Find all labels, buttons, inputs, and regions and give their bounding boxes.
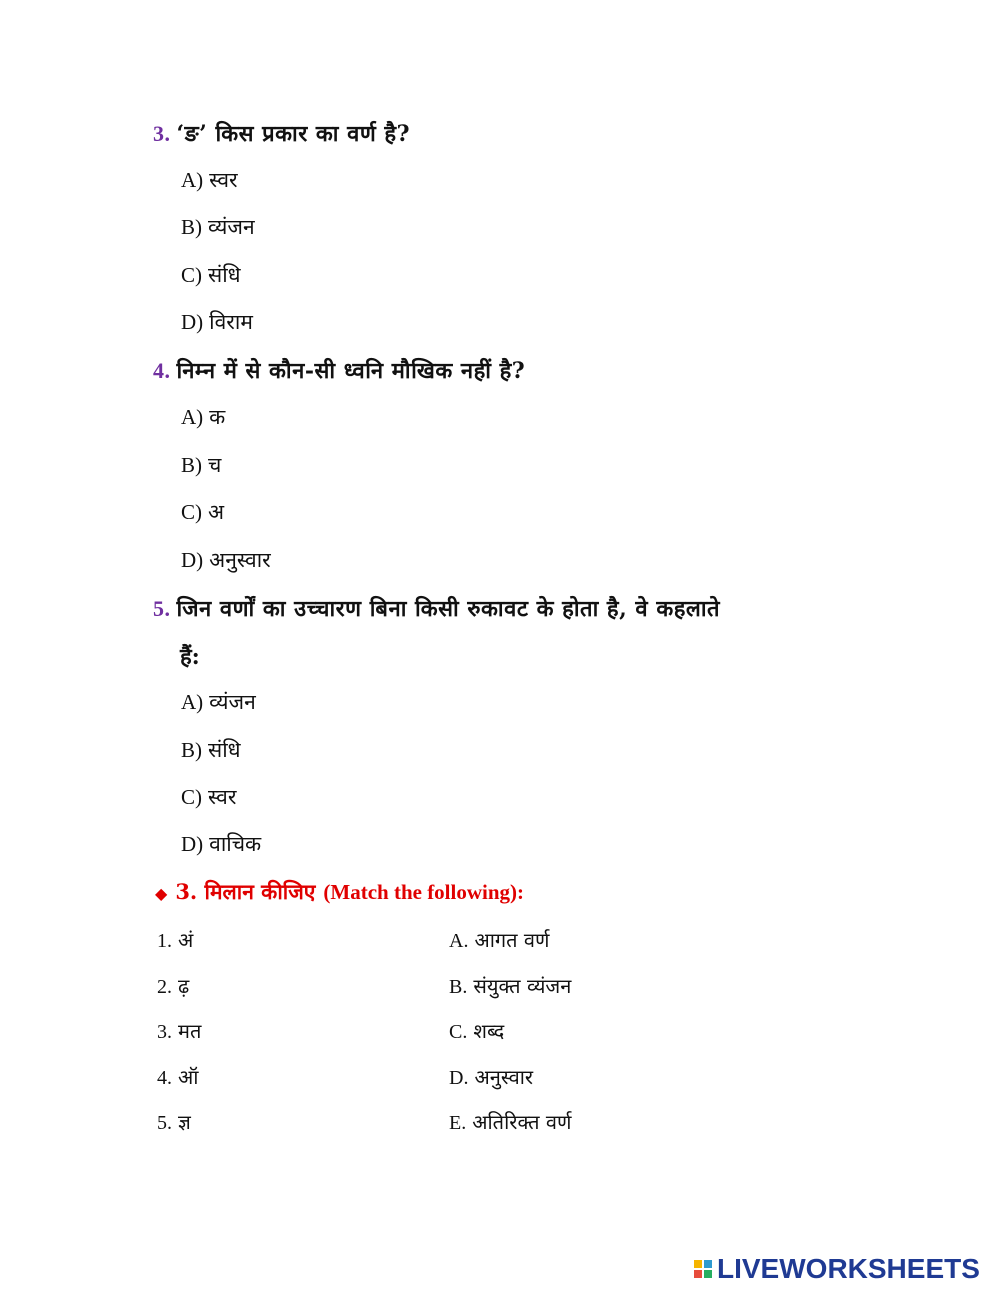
option-d: D) वाचिक: [181, 832, 262, 856]
match-right-item: C. शब्द: [449, 1019, 505, 1043]
option-b: B) संधि: [181, 738, 241, 762]
question-text: निम्न में से कौन-सी ध्वनि मौखिक नहीं है?: [176, 358, 526, 384]
liveworksheets-logo: [694, 1253, 980, 1285]
match-left-item: 2. ढ़: [157, 974, 190, 998]
match-left-item: 4. ऑ: [157, 1065, 199, 1089]
option-d: D) विराम: [181, 310, 253, 334]
question-number: 4.: [153, 358, 171, 383]
question-number: 3.: [153, 121, 171, 146]
question-text-continued: हैं:: [180, 644, 200, 670]
question-text: ‘ङ’ किस प्रकार का वर्ण है?: [176, 121, 411, 147]
diamond-bullet-icon: ◆: [155, 884, 168, 903]
logo-square: [704, 1260, 712, 1268]
logo-square: [694, 1270, 702, 1278]
option-b: B) च: [181, 453, 222, 477]
match-right-item: E. अतिरिक्त वर्ण: [449, 1110, 572, 1134]
match-right-item: A. आगत वर्ण: [449, 928, 550, 952]
question-3: [153, 118, 410, 148]
match-right-item: B. संयुक्त व्यंजन: [449, 974, 572, 998]
option-b: B) व्यंजन: [181, 215, 255, 239]
match-title: 3. मिलान कीजिए: [175, 879, 316, 904]
option-a: A) क: [181, 405, 226, 429]
match-left-item: 5. ज्ञ: [157, 1110, 191, 1134]
match-left-item: 1. अं: [157, 928, 194, 952]
match-title-english: (Match the following):: [323, 880, 525, 904]
question-text: जिन वर्णों का उच्चारण बिना किसी रुकावट के होता है, वे कहलाते: [176, 596, 721, 622]
logo-square: [694, 1260, 702, 1268]
question-4: [153, 355, 525, 385]
option-a: A) व्यंजन: [181, 690, 256, 714]
question-number: 5.: [153, 596, 171, 621]
match-section-heading: [155, 878, 524, 906]
option-c: C) स्वर: [181, 785, 237, 809]
logo-square: [704, 1270, 712, 1278]
match-right-item: D. अनुस्वार: [449, 1065, 534, 1089]
question-5: [153, 593, 720, 623]
option-a: A) स्वर: [181, 168, 238, 192]
match-left-item: 3. मत: [157, 1019, 202, 1043]
option-d: D) अनुस्वार: [181, 548, 271, 572]
option-c: C) अ: [181, 500, 225, 524]
option-c: C) संधि: [181, 263, 241, 287]
logo-text: LIVEWORKSHEETS: [717, 1253, 980, 1284]
liveworksheets-logo-icon: [694, 1260, 712, 1278]
